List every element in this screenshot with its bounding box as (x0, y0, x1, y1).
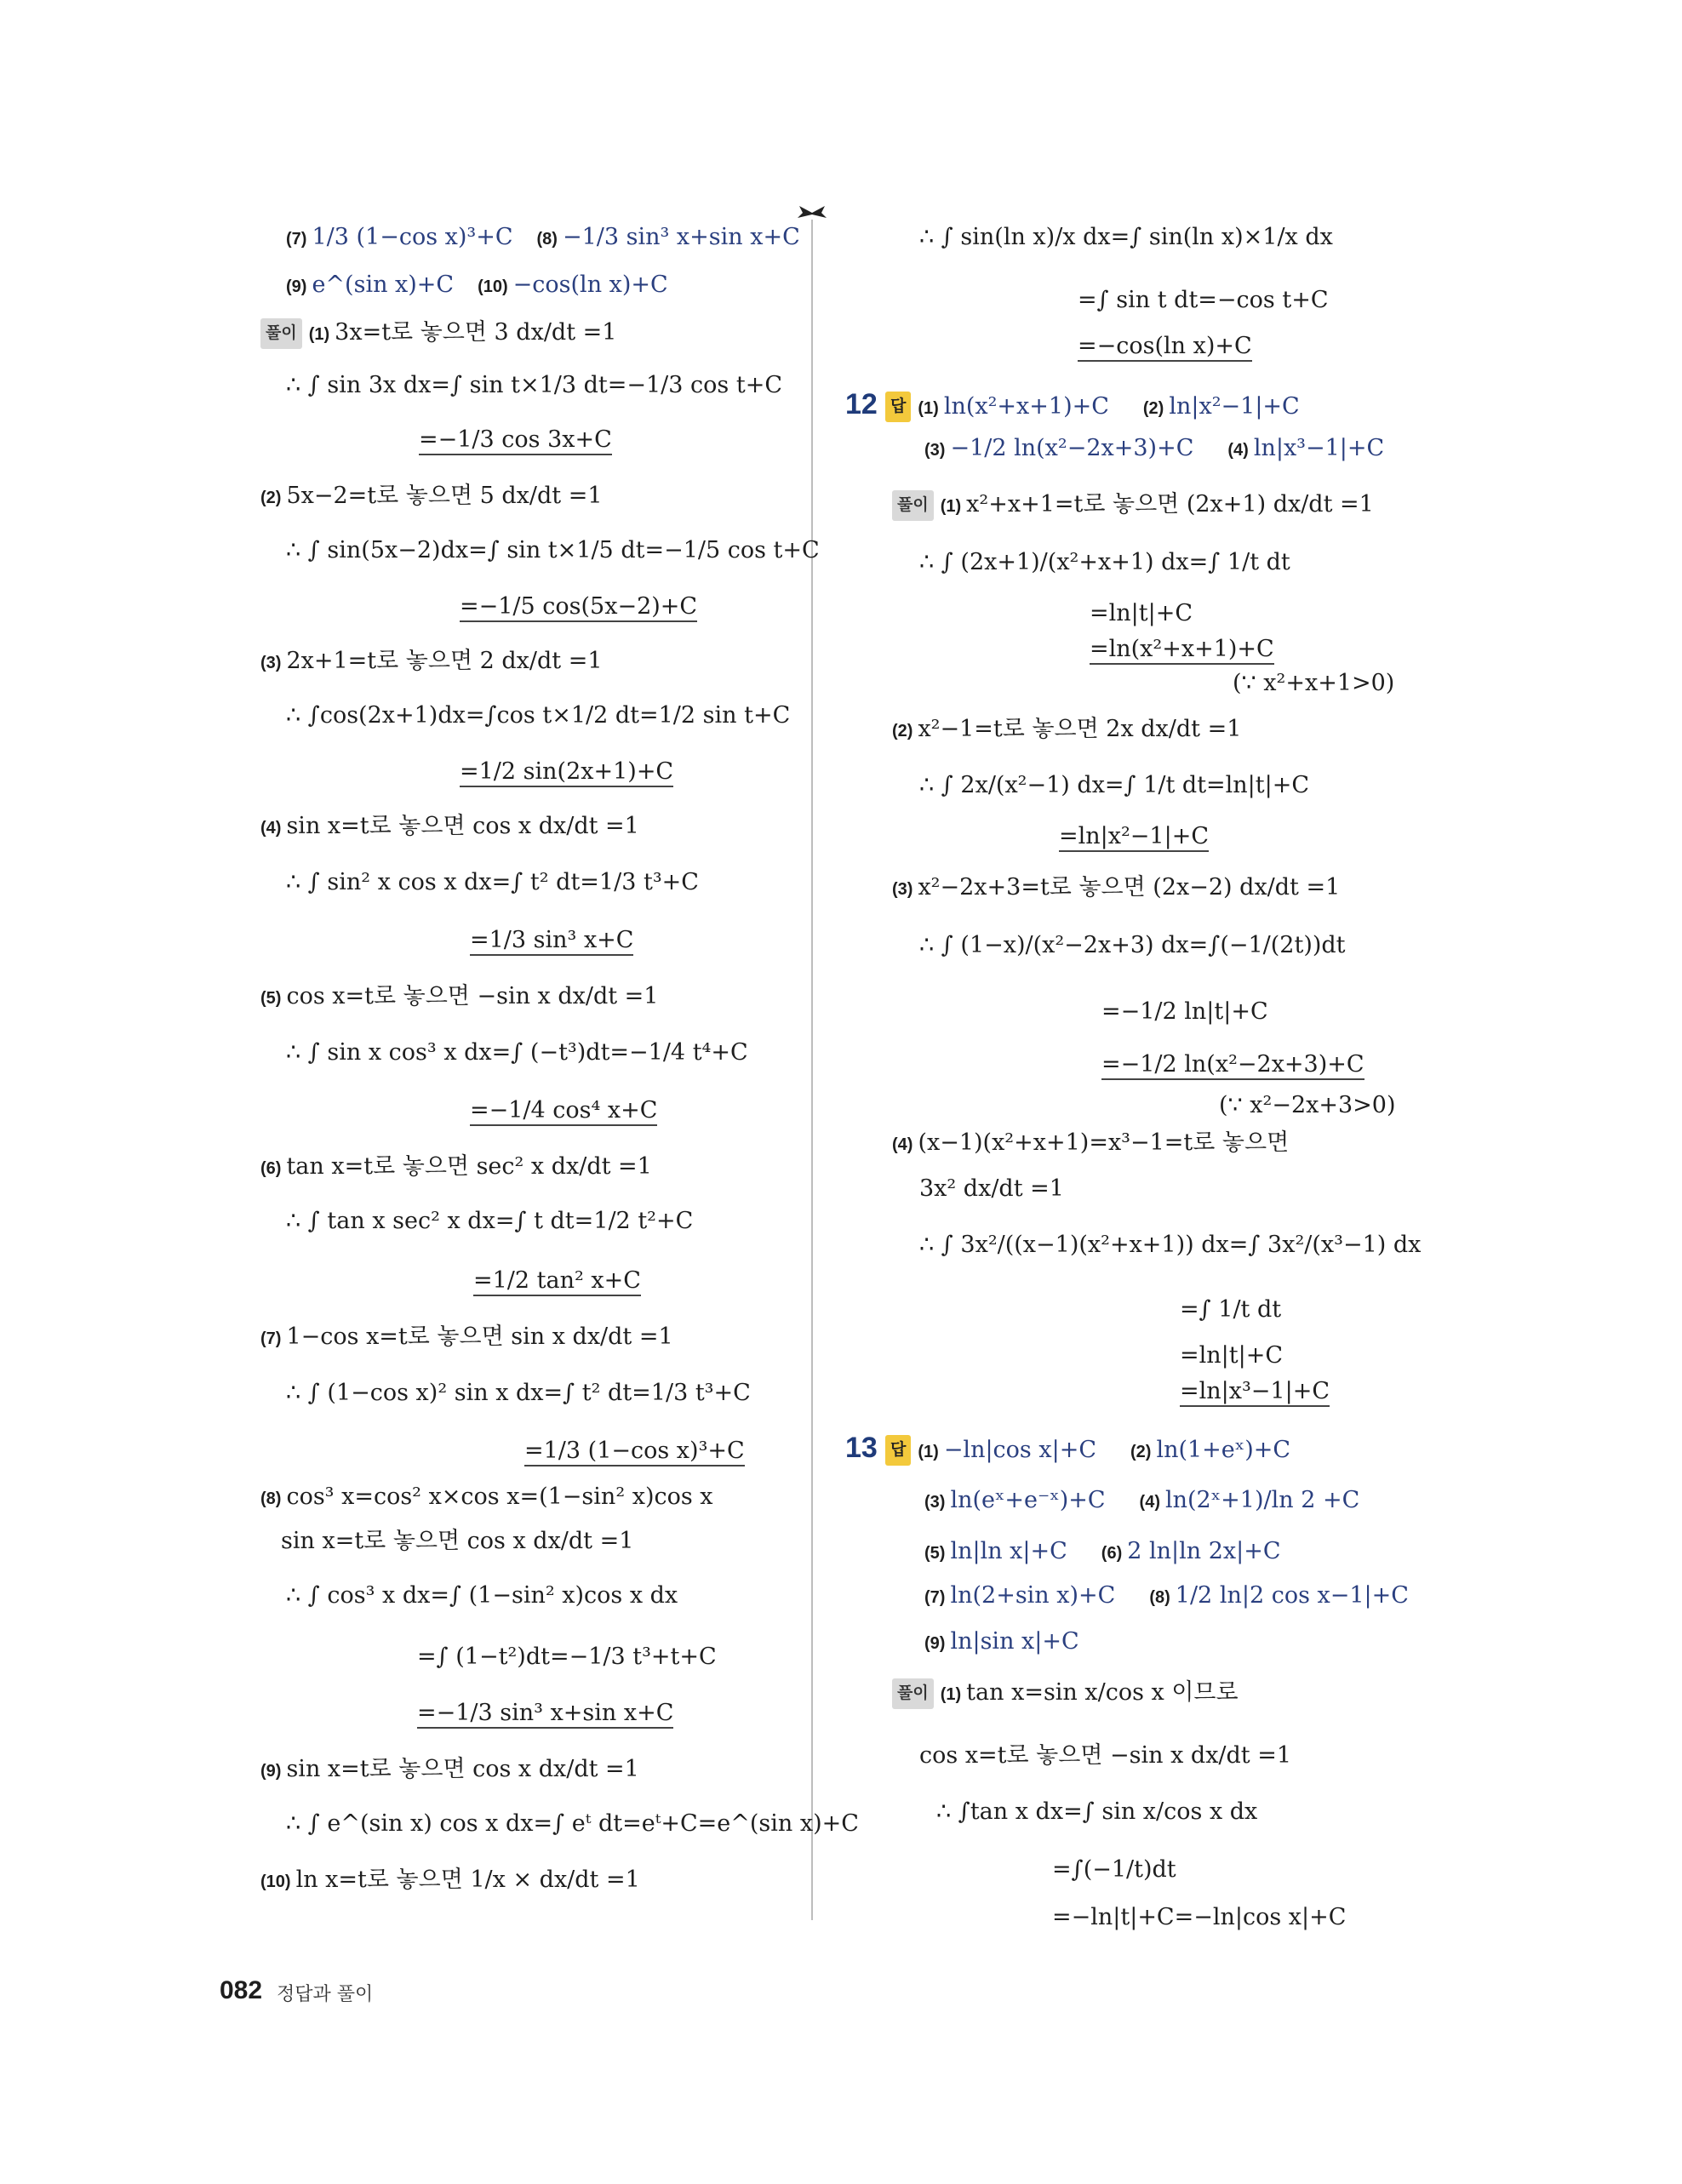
solution-line (919, 771, 1309, 800)
solution-line (260, 812, 639, 843)
math-expression: sin x=t로 놓으면 cos x dx/dt =1 (286, 1756, 639, 1782)
solution-badge: 풀이 (892, 490, 934, 521)
problem-number: 13 (845, 1432, 878, 1464)
math-expression: =∫(−1/t)dt (1052, 1856, 1176, 1883)
math-expression: =−1/3 sin³ x+sin x+C (417, 1700, 673, 1729)
item-tag: (1) (918, 399, 939, 418)
item-tag: (4) (892, 1135, 913, 1154)
math-expression: =−1/5 cos(5x−2)+C (460, 593, 697, 622)
item-tag: (4) (1139, 1493, 1160, 1512)
math-expression: ln|x²−1|+C (1169, 393, 1300, 420)
solution-line (885, 392, 1300, 423)
math-expression: ∴ ∫ 2x/(x²−1) dx=∫ 1/t dt=ln|t|+C (919, 772, 1310, 798)
solution-line (919, 1175, 1064, 1203)
math-expression: −1/2 ln(x²−2x+3)+C (950, 435, 1194, 461)
math-expression: 1/3 (1−cos x)³+C (312, 224, 513, 250)
math-expression: ln(2+sin x)+C (950, 1582, 1116, 1609)
math-expression: ∴ ∫ (1−x)/(x²−2x+3) dx=∫(−1/(2t))dt (919, 932, 1346, 958)
item-tag: (5) (260, 989, 282, 1008)
math-expression: =−1/2 ln|t|+C (1101, 998, 1268, 1025)
solution-line (919, 1741, 1291, 1770)
item-tag: (3) (924, 1493, 946, 1512)
math-expression: ∴ ∫cos(2x+1)dx=∫cos t×1/2 dt=1/2 sin t+C (286, 702, 791, 729)
item-tag: (9) (924, 1634, 946, 1653)
solution-line (924, 1486, 1359, 1517)
solution-line (260, 318, 616, 349)
math-expression: =−1/4 cos⁴ x+C (470, 1097, 657, 1126)
solution-line (885, 1435, 1290, 1466)
item-tag: (7) (924, 1588, 946, 1607)
math-expression: =1/3 (1−cos x)³+C (524, 1438, 745, 1466)
solution-line (286, 701, 790, 730)
math-expression: ln|sin x|+C (950, 1628, 1079, 1655)
item-tag: (1) (940, 1685, 962, 1704)
item-tag: (3) (892, 880, 913, 899)
solution-line (1101, 998, 1268, 1026)
answer-badge: 답 (885, 1435, 911, 1466)
math-expression: 5x−2=t로 놓으면 5 dx/dt =1 (286, 483, 603, 509)
item-tag: (2) (1142, 399, 1164, 418)
solution-line (260, 1866, 640, 1896)
math-expression: ∴ ∫ 3x²/((x−1)(x²+x+1)) dx=∫ 3x²/(x³−1) dx (919, 1232, 1422, 1258)
math-expression: cos³ x=cos² x×cos x=(1−sin² x)cos x (286, 1484, 713, 1510)
math-expression: sin x=t로 놓으면 cos x dx/dt =1 (286, 813, 639, 839)
math-expression: =ln|x²−1|+C (1059, 823, 1209, 852)
solution-line (470, 926, 633, 955)
item-tag: (8) (260, 1489, 282, 1508)
math-expression: =∫ sin t dt=−cos t+C (1078, 287, 1329, 313)
math-expression: =ln(x²+x+1)+C (1090, 636, 1274, 665)
item-tag: (9) (286, 277, 307, 296)
item-tag: (8) (536, 230, 558, 249)
math-expression: =ln|t|+C (1180, 1342, 1283, 1369)
solution-line (286, 1581, 678, 1610)
math-expression: −1/3 sin³ x+sin x+C (562, 224, 800, 250)
math-expression: =−cos(ln x)+C (1078, 333, 1252, 362)
solution-line (286, 1810, 859, 1838)
item-tag: (6) (260, 1159, 282, 1178)
solution-line (286, 271, 668, 301)
math-expression: −ln|cos x|+C (943, 1437, 1096, 1463)
math-expression: =∫ 1/t dt (1180, 1296, 1282, 1323)
solution-line (286, 1038, 748, 1067)
item-tag: (4) (260, 819, 282, 838)
math-expression: ln|ln x|+C (950, 1538, 1067, 1564)
math-expression: x²−1=t로 놓으면 2x dx/dt =1 (918, 716, 1242, 742)
solution-line (260, 1152, 652, 1183)
footer-title: 정답과 풀이 (277, 1984, 374, 2005)
solution-line (1180, 1377, 1330, 1406)
math-expression: ln x=t로 놓으면 1/x × dx/dt =1 (295, 1867, 640, 1893)
solution-line (924, 434, 1384, 465)
math-expression: =1/2 sin(2x+1)+C (460, 758, 673, 787)
item-tag: (2) (892, 722, 913, 740)
solution-badge: 풀이 (892, 1678, 934, 1709)
math-expression: cos x=t로 놓으면 −sin x dx/dt =1 (286, 983, 659, 1009)
solution-line (460, 592, 697, 621)
solution-line (1180, 1341, 1283, 1370)
math-expression: ∴ ∫ sin(5x−2)dx=∫ sin t×1/5 dt=−1/5 cos t+C (286, 537, 820, 563)
solution-line (919, 1231, 1421, 1260)
math-expression: =1/2 tan² x+C (473, 1267, 641, 1296)
solution-line (892, 873, 1340, 904)
math-expression: ∴ ∫ sin(ln x)/x dx=∫ sin(ln x)×1/x dx (919, 224, 1333, 250)
item-tag: (3) (260, 654, 282, 672)
math-expression: ln(1+eˣ)+C (1156, 1437, 1291, 1463)
solution-line (417, 1643, 717, 1672)
solution-badge: 풀이 (260, 318, 302, 349)
math-expression: 3x² dx/dt =1 (919, 1175, 1064, 1202)
math-expression: (∵ x²+x+1>0) (1233, 670, 1395, 696)
solution-line (919, 223, 1333, 252)
math-expression: ∴ ∫ cos³ x dx=∫ (1−sin² x)cos x dx (286, 1582, 678, 1609)
item-tag: (2) (260, 489, 282, 507)
solution-line (286, 1379, 751, 1408)
solution-line (1219, 1091, 1396, 1120)
item-tag: (2) (1130, 1443, 1152, 1461)
solution-line (892, 715, 1241, 746)
item-tag: (5) (924, 1544, 946, 1563)
solution-line (1101, 1050, 1364, 1079)
math-expression: ln(x²+x+1)+C (943, 393, 1109, 420)
math-expression: =1/3 sin³ x+C (470, 927, 633, 956)
solution-line (892, 1129, 1289, 1159)
item-tag: (10) (260, 1872, 291, 1891)
solution-line (260, 482, 603, 512)
math-expression: =∫ (1−t²)dt=−1/3 t³+t+C (417, 1644, 717, 1670)
math-expression: 3x=t로 놓으면 3 dx/dt =1 (335, 319, 617, 346)
math-expression: −cos(ln x)+C (512, 272, 668, 298)
solution-line (286, 223, 800, 254)
solution-line (286, 1207, 693, 1236)
solution-line (281, 1527, 633, 1556)
solution-line (892, 490, 1374, 521)
solution-line (924, 1537, 1281, 1568)
problem-number: 12 (845, 388, 878, 420)
math-expression: ln(2ˣ+1)/ln 2 +C (1165, 1487, 1360, 1513)
item-tag: (9) (260, 1762, 282, 1781)
solution-line (919, 931, 1346, 960)
solution-line (936, 1798, 1257, 1827)
solution-line (924, 1581, 1409, 1612)
solution-line (470, 1096, 657, 1125)
solution-line (260, 982, 658, 1013)
item-tag: (7) (286, 230, 307, 249)
math-expression: 2 ln|ln 2x|+C (1127, 1538, 1281, 1564)
solution-line (1233, 669, 1394, 698)
math-expression: ln(eˣ+e⁻ˣ)+C (950, 1487, 1106, 1513)
solution-line (417, 1699, 673, 1728)
math-expression: cos x=t로 놓으면 −sin x dx/dt =1 (919, 1742, 1292, 1769)
page-number: 082 (220, 1976, 263, 2004)
math-expression: (x−1)(x²+x+1)=x³−1=t로 놓으면 (918, 1129, 1290, 1156)
solution-line (460, 758, 673, 786)
solution-line (260, 1483, 713, 1513)
math-expression: tan x=sin x/cos x 이므로 (966, 1679, 1239, 1706)
solution-line (1059, 822, 1209, 851)
solution-line (1052, 1903, 1346, 1932)
math-expression: ∴ ∫ (2x+1)/(x²+x+1) dx=∫ 1/t dt (919, 549, 1290, 575)
math-expression: ∴ ∫ sin² x cos x dx=∫ t² dt=1/3 t³+C (286, 869, 699, 895)
math-expression: x²+x+1=t로 놓으면 (2x+1) dx/dt =1 (966, 491, 1374, 517)
math-expression: =−1/3 cos 3x+C (419, 426, 612, 455)
answer-badge: 답 (885, 392, 911, 422)
solution-line (1090, 635, 1274, 664)
math-expression: =−ln|t|+C=−ln|cos x|+C (1052, 1904, 1347, 1930)
solution-line (1090, 599, 1193, 628)
math-expression: ∴ ∫ e^(sin x) cos x dx=∫ eᵗ dt=eᵗ+C=e^(sin x)+C (286, 1810, 859, 1837)
math-expression: 2x+1=t로 놓으면 2 dx/dt =1 (286, 648, 603, 674)
math-expression: ∴ ∫ tan x sec² x dx=∫ t dt=1/2 t²+C (286, 1208, 694, 1234)
math-expression: ∴ ∫ sin 3x dx=∫ sin t×1/3 dt=−1/3 cos t+C (286, 372, 782, 398)
solution-line (919, 548, 1290, 577)
solution-line (260, 1755, 639, 1786)
solution-line (892, 1678, 1239, 1709)
item-tag: (1) (308, 325, 330, 344)
math-expression: 1/2 ln|2 cos x−1|+C (1175, 1582, 1409, 1609)
math-expression: e^(sin x)+C (312, 272, 455, 298)
solution-line (1052, 1855, 1176, 1884)
item-tag: (10) (478, 277, 508, 296)
solution-line (1078, 332, 1252, 361)
item-tag: (8) (1149, 1588, 1170, 1607)
item-tag: (4) (1227, 441, 1249, 460)
math-expression: ln|x³−1|+C (1253, 435, 1385, 461)
math-expression: =ln|t|+C (1090, 600, 1193, 626)
item-tag: (3) (924, 441, 946, 460)
math-expression: ∴ ∫ sin x cos³ x dx=∫ (−t³)dt=−1/4 t⁴+C (286, 1039, 748, 1066)
solution-line (524, 1437, 745, 1466)
math-expression: =−1/2 ln(x²−2x+3)+C (1101, 1051, 1364, 1080)
solution-line (419, 426, 612, 455)
item-tag: (7) (260, 1329, 282, 1348)
math-expression: x²−2x+3=t로 놓으면 (2x−2) dx/dt =1 (918, 874, 1341, 900)
math-expression: tan x=t로 놓으면 sec² x dx/dt =1 (286, 1153, 652, 1180)
solution-line (286, 536, 820, 565)
item-tag: (1) (940, 497, 962, 516)
solution-line (260, 647, 603, 677)
math-expression: (∵ x²−2x+3>0) (1219, 1092, 1396, 1118)
math-expression: ∴ ∫tan x dx=∫ sin x/cos x dx (936, 1798, 1258, 1825)
solution-line (286, 868, 699, 897)
solution-line (473, 1266, 641, 1295)
solution-line (924, 1627, 1079, 1658)
math-expression: ∴ ∫ (1−cos x)² sin x dx=∫ t² dt=1/3 t³+C (286, 1380, 751, 1406)
math-expression: sin x=t로 놓으면 cos x dx/dt =1 (281, 1528, 634, 1554)
solution-line (1180, 1295, 1281, 1324)
solution-line (286, 371, 782, 400)
solution-line (260, 1323, 673, 1353)
math-expression: =ln|x³−1|+C (1180, 1378, 1330, 1407)
item-tag: (6) (1101, 1544, 1123, 1563)
column-divider (811, 220, 813, 1920)
math-expression: 1−cos x=t로 놓으면 sin x dx/dt =1 (286, 1324, 673, 1350)
item-tag: (1) (918, 1443, 939, 1461)
solution-line (1078, 286, 1329, 315)
